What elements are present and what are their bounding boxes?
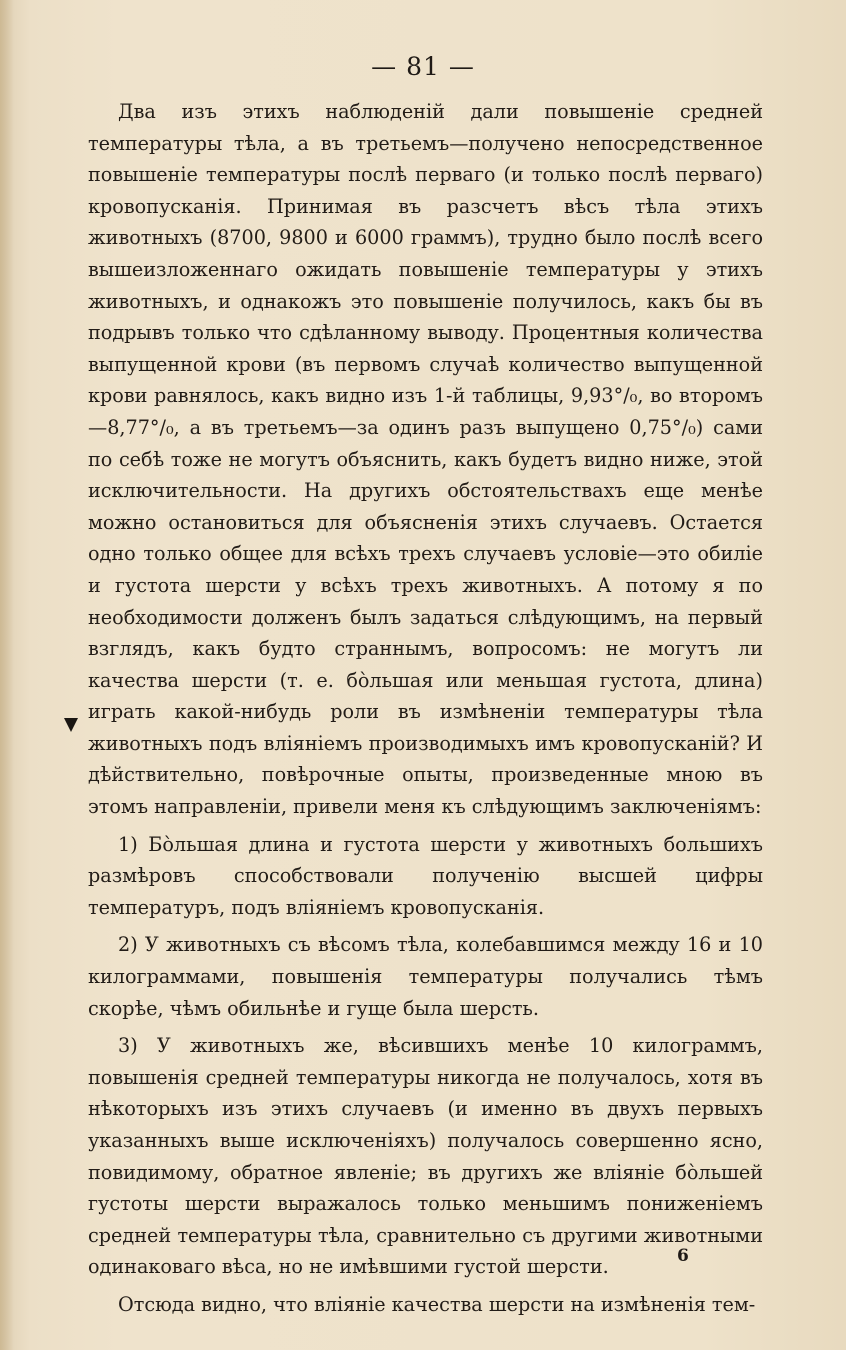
paragraph-conclusion-3: 3) У животныхъ же, вѣсившихъ менѣе 10 килограммъ, повышенія средней температуры никогда не получалось, хотя въ нѣкоторыхъ изъ этихъ случаевъ (и именно въ двухъ первыхъ указанныхъ выше исключеніяхъ) получалось совершенно ясно, повидимому, обратное явленіе; въ другихъ же вліяніе бо̀льшей густоты шерсти выражалось только меньшимъ пониженіемъ средней температуры тѣла, сравнительно съ другими животными одинаковаго вѣса, но не имѣвшими густой шерсти. bbox=[88, 1034, 763, 1279]
signature-mark: 6 bbox=[677, 1246, 689, 1266]
body-text bbox=[88, 96, 763, 1321]
paragraph-closing: Отсюда видно, что вліяніе качества шерсти на измѣненія тем- bbox=[118, 1292, 756, 1316]
paragraph-intro: Два изъ этихъ наблюденій дали повышеніе средней температуры тѣла, а въ третьемъ—получено непосредственное повышеніе температуры послѣ перваго (и только послѣ перваго) кровопусканія. Принимая въ разсчетъ вѣсъ тѣла этихъ животныхъ (8700, 9800 и 6000 граммъ), трудно было послѣ всего вышеизложеннаго ожидать повышеніе температуры у этихъ животныхъ, и однакожъ это повышеніе получилось, какъ бы въ подрывъ только что сдѣланному выводу. Процентныя количества выпущенной крови (въ первомъ случаѣ количество выпущенной крови равнялось, какъ видно изъ 1-й таблицы, 9,93°/₀, во второмъ—8,77°/₀, а въ третьемъ—за одинъ разъ выпущено 0,75°/₀) сами по себѣ тоже не могутъ объяснить, какъ будетъ видно ниже, этой исключительности. На другихъ обстоятельствахъ еще менѣе можно остановиться для объясненія этихъ случаевъ. Остается одно только общее для всѣхъ трехъ случаевъ условіе—это обиліе и густота шерсти у всѣхъ трехъ животныхъ. А потому я по необходимости долженъ былъ задаться слѣдующимъ, на первый взглядъ, какъ будто страннымъ, вопросомъ: не могутъ ли качества шерсти (т. е. бо̀льшая или меньшая густота, длина) играть какой-нибудь роли въ измѣненіи температуры тѣла животныхъ подъ вліяніемъ производимыхъ имъ кровопусканій? И дѣйствительно, повѣрочные опыты, произведенные мною въ этомъ направленіи, привели меня къ слѣдующимъ заключеніямъ: bbox=[88, 100, 763, 819]
page-spine-shadow bbox=[0, 0, 14, 1350]
margin-mark-icon bbox=[64, 718, 78, 732]
paragraph-conclusion-1: 1) Бо̀льшая длина и густота шерсти у животныхъ большихъ размѣровъ способствовали полученію высшей цифры температуръ, подъ вліяніемъ кровопусканія. bbox=[88, 832, 763, 919]
page-number-header: — 81 — bbox=[371, 52, 475, 81]
paragraph-conclusion-2: 2) У животныхъ съ вѣсомъ тѣла, колебавшимся между 16 и 10 килограммами, повышенія температуры получались тѣмъ скорѣе, чѣмъ обильнѣе и гуще была шерсть. bbox=[88, 933, 763, 1020]
